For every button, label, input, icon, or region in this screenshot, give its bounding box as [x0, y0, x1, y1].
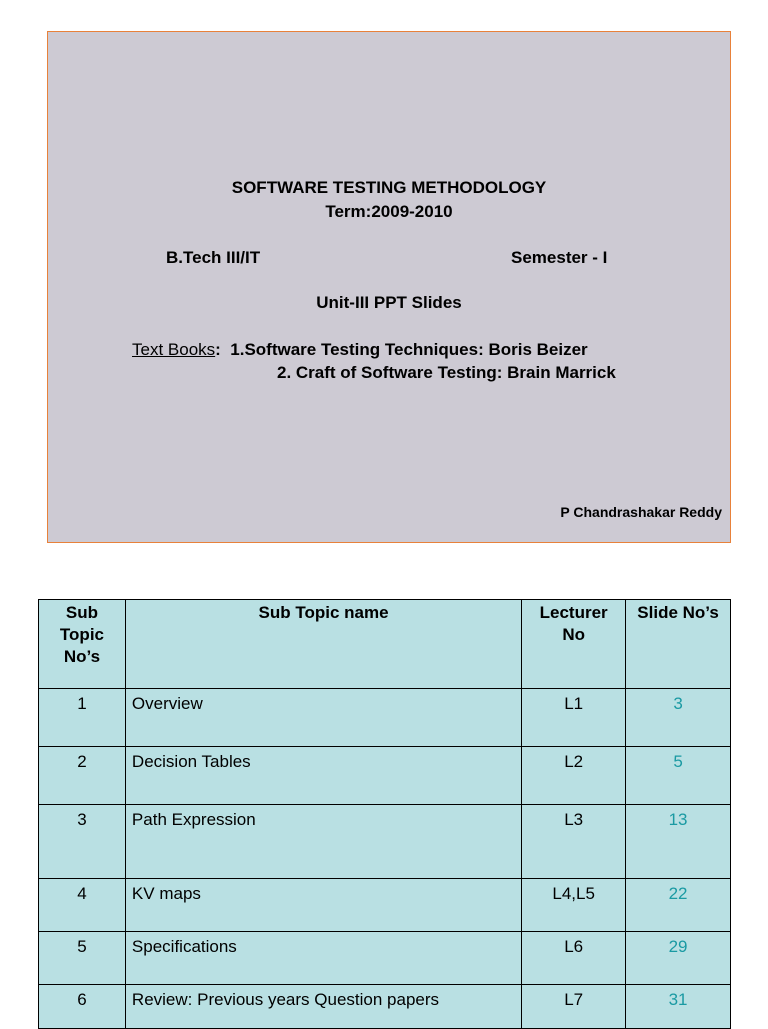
header-sub-topic-no: Sub Topic No’s — [39, 600, 126, 689]
row-topic-name: KV maps — [125, 879, 521, 932]
text-books-line-1 — [132, 340, 588, 360]
row-num: 3 — [39, 805, 126, 879]
row-slide-link[interactable]: 5 — [626, 747, 731, 805]
row-lecturer: L4,L5 — [522, 879, 626, 932]
row-lecturer: L6 — [522, 932, 626, 985]
table-row — [39, 932, 731, 985]
slide-semester: Semester - I — [511, 248, 608, 267]
table-row — [39, 689, 731, 747]
row-num: 2 — [39, 747, 126, 805]
row-topic-name: Path Expression — [125, 805, 521, 879]
row-slide-link[interactable]: 13 — [626, 805, 731, 879]
row-topic-name: Specifications — [125, 932, 521, 985]
row-num: 1 — [39, 689, 126, 747]
row-num: 5 — [39, 932, 126, 985]
table-row — [39, 805, 731, 879]
row-num: 4 — [39, 879, 126, 932]
row-slide-link[interactable]: 3 — [626, 689, 731, 747]
row-slide-link[interactable]: 22 — [626, 879, 731, 932]
text-book-2: 2. Craft of Software Testing: Brain Marrick — [277, 363, 616, 382]
slide-term: Term:2009-2010 — [325, 202, 453, 221]
header-slide-no: Slide No’s — [626, 600, 731, 689]
row-slide-link[interactable]: 29 — [626, 932, 731, 985]
row-slide-link[interactable]: 31 — [626, 985, 731, 1029]
row-topic-name: Decision Tables — [125, 747, 521, 805]
slide-title: SOFTWARE TESTING METHODOLOGY — [231, 178, 547, 197]
table-row — [39, 985, 731, 1029]
text-book-1: 1.Software Testing Techniques: Boris Beizer — [230, 340, 588, 359]
row-lecturer: L3 — [522, 805, 626, 879]
table-row — [39, 879, 731, 932]
header-lecturer-no: Lecturer No — [522, 600, 626, 689]
row-num: 6 — [39, 985, 126, 1029]
slide-author: P Chandrashakar Reddy — [560, 504, 722, 520]
table-header-row — [39, 600, 731, 689]
row-lecturer: L7 — [522, 985, 626, 1029]
title-slide — [47, 31, 731, 543]
row-topic-name: Review: Previous years Question papers — [125, 985, 521, 1029]
text-books-label: Text Books — [132, 340, 216, 359]
slide-unit: Unit-III PPT Slides — [316, 293, 462, 312]
text-books-separator: : — [215, 340, 221, 359]
sub-topics-table — [38, 599, 731, 1029]
slide-degree: B.Tech III/IT — [166, 248, 261, 267]
header-sub-topic-name: Sub Topic name — [125, 600, 521, 689]
row-lecturer: L2 — [522, 747, 626, 805]
table-row — [39, 747, 731, 805]
row-lecturer: L1 — [522, 689, 626, 747]
row-topic-name: Overview — [125, 689, 521, 747]
